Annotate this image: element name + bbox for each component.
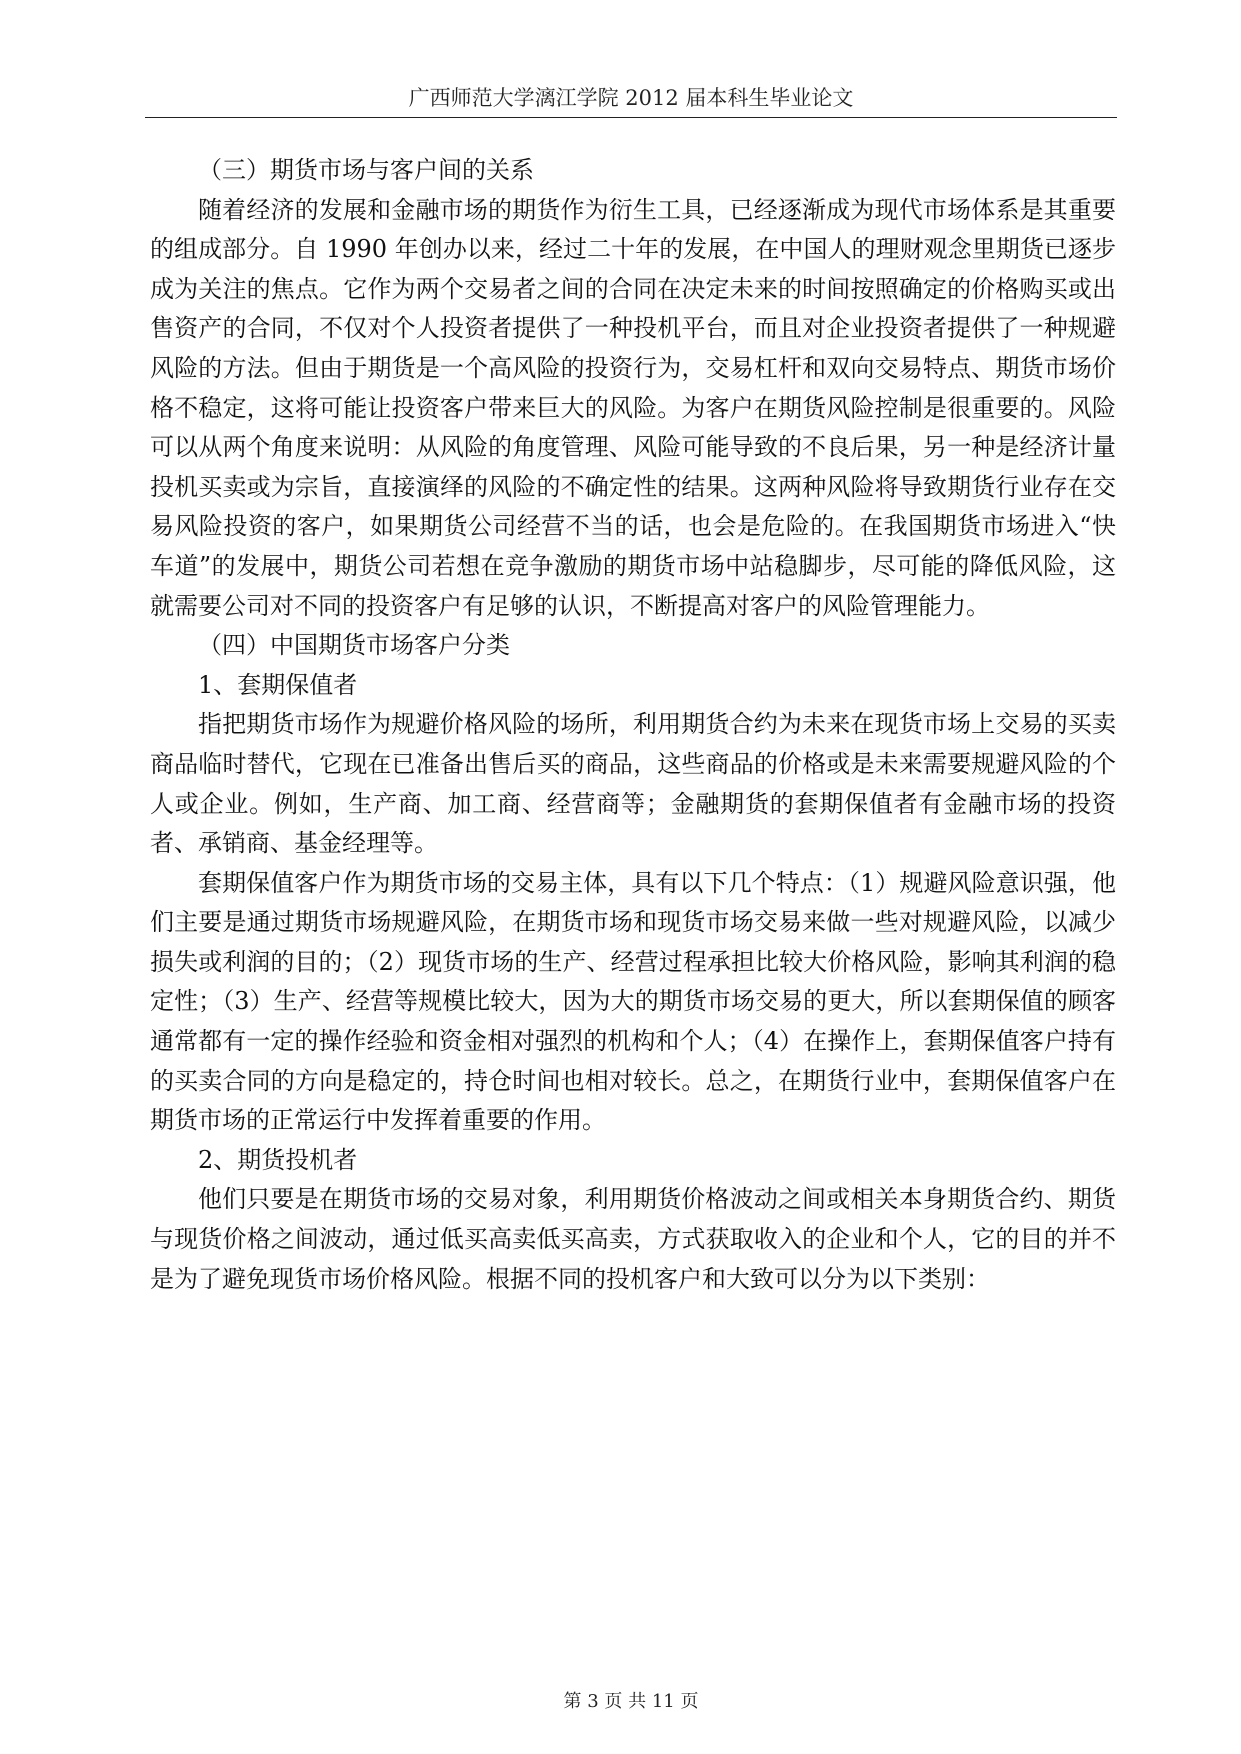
paragraph-relationship: 随着经济的发展和金融市场的期货作为衍生工具，已经逐渐成为现代市场体系是其重要的组成部分。自 1990 年创办以来，经过二十年的发展，在中国人的理财观念里期货已逐步成为关注的焦点。它作为两个交易者之间的合同在决定未来的时间按照确定的价格购买或出售资产的合同，不仅对个人投资者提供了一种投机平台，而且对企业投资者提供了一种规避风险的方法。但由于期货是一个高风险的投资行为，交易杠杆和双向交易特点、期货市场价格不稳定，这将可能让投资客户带来巨大的风险。为客户在期货风险控制是很重要的。风险可以从两个角度来说明：从风险的角度管理、风险可能导致的不良后果，另一种是经济计量投机买卖或为宗旨，直接演绎的风险的不确定性的结果。这两种风险将导致期货行业存在交易风险投资的客户，如果期货公司经营不当的话，也会是危险的。在我国期货市场进入“快车道”的发展中，期货公司若想在竞争激励的期货市场中站稳脚步，尽可能的降低风险，这就需要公司对不同的投资客户有足够的认识，不断提高对客户的风险管理能力。 [150, 195, 1116, 620]
paragraph-hedgers-definition: 指把期货市场作为规避价格风险的场所，利用期货合约为未来在现货市场上交易的买卖商品临时替代，它现在已准备出售后买的商品，这些商品的价格或是未来需要规避风险的个人或企业。例如，生产商、加工商、经营商等；金融期货的套期保值者有金融市场的投资者、承销商、基金经理等。 [150, 710, 1116, 858]
page-number: 第 3 页 共 11 页 [563, 1691, 699, 1712]
header-rule [145, 117, 1117, 118]
subsection-heading-speculators: 2、期货投机者 [198, 1145, 358, 1174]
section-heading-4: （四）中国期货市场客户分类 [198, 631, 510, 660]
page-header: 广西师范大学漓江学院 2012 届本科生毕业论文 [408, 86, 854, 110]
subsection-heading-hedgers: 1、套期保值者 [198, 670, 358, 699]
body-text [150, 151, 1116, 1299]
section-heading-3: （三）期货市场与客户间的关系 [198, 156, 534, 184]
paragraph-speculators: 他们只要是在期货市场的交易对象，利用期货价格波动之间或相关本身期货合约、期货与现货价格之间波动，通过低买高卖低买高卖，方式获取收入的企业和个人，它的目的并不是为了避免现货市场价格风险。根据不同的投机客户和大致可以分为以下类别： [150, 1185, 1116, 1293]
paragraph-hedgers-features: 套期保值客户作为期货市场的交易主体，具有以下几个特点：（1）规避风险意识强，他们主要是通过期货市场规避风险，在期货市场和现货市场交易来做一些对规避风险，以减少损失或利润的目的；（2）现货市场的生产、经营过程承担比较大价格风险，影响其利润的稳定性；（3）生产、经营等规模比较大，因为大的期货市场交易的更大，所以套期保值的顾客通常都有一定的操作经验和资金相对强烈的机构和个人；（4）在操作上，套期保值客户持有的买卖合同的方向是稳定的，持仓时间也相对较长。总之，在期货行业中，套期保值客户在期货市场的正常运行中发挥着重要的作用。 [150, 868, 1116, 1135]
